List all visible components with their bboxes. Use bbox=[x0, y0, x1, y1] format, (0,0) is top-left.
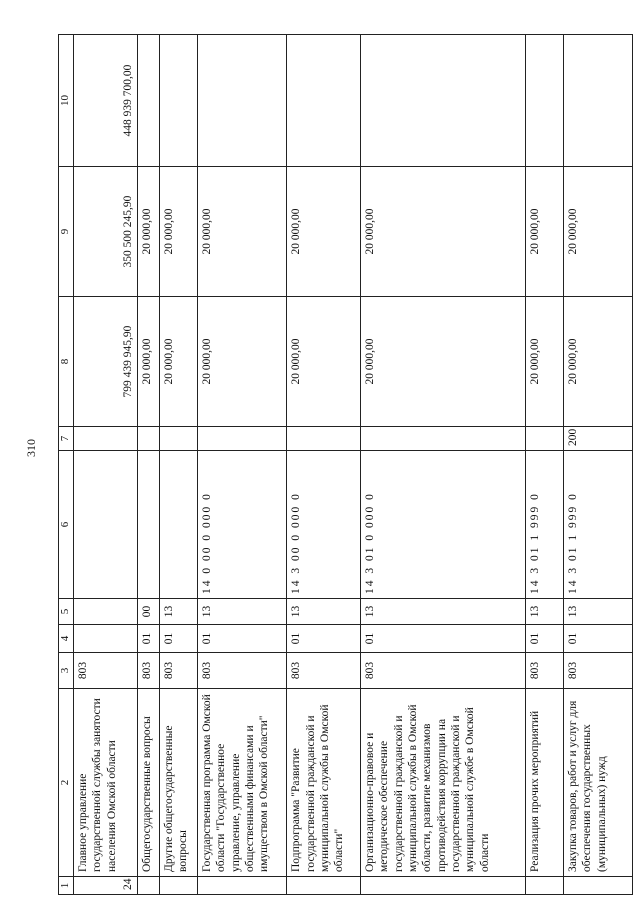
column-header: 10 bbox=[59, 35, 74, 167]
page-number: 310 bbox=[24, 439, 38, 457]
budget-table bbox=[58, 34, 633, 895]
row-number bbox=[160, 877, 198, 895]
amount-col8: 20 000,00 bbox=[360, 297, 525, 427]
table-row bbox=[360, 35, 525, 895]
target-article-code bbox=[160, 451, 198, 599]
column-header: 4 bbox=[59, 625, 74, 653]
expense-type-code bbox=[360, 427, 525, 451]
target-article-code: 14 3 00 0 000 0 bbox=[287, 451, 361, 599]
amount-col9: 20 000,00 bbox=[160, 167, 198, 297]
expense-type-code: 200 bbox=[563, 427, 632, 451]
amount-col10 bbox=[160, 35, 198, 167]
section-code: 01 bbox=[197, 625, 286, 653]
expense-type-code bbox=[160, 427, 198, 451]
section-code: 01 bbox=[287, 625, 361, 653]
row-name: Государственная программа Омской области "Государственное управление, управление общественными финансами и имуществом в Омской области" bbox=[197, 689, 286, 877]
row-number bbox=[360, 877, 525, 895]
target-article-code: 14 0 00 0 000 0 bbox=[197, 451, 286, 599]
row-name: Другие общегосударственные вопросы bbox=[160, 689, 198, 877]
row-name: Главное управление государственной службы занятости населения Омской области bbox=[73, 689, 138, 877]
admin-code: 803 bbox=[563, 653, 632, 689]
admin-code: 803 bbox=[197, 653, 286, 689]
subsection-code: 13 bbox=[160, 599, 198, 625]
column-header: 6 bbox=[59, 451, 74, 599]
column-header: 3 bbox=[59, 653, 74, 689]
row-name: Подпрограмма "Развитие государственной гражданской и муниципальной службы в Омской области" bbox=[287, 689, 361, 877]
subsection-code: 13 bbox=[287, 599, 361, 625]
subsection-code bbox=[73, 599, 138, 625]
amount-col8: 20 000,00 bbox=[197, 297, 286, 427]
row-number: 24 bbox=[73, 877, 138, 895]
amount-col8: 20 000,00 bbox=[160, 297, 198, 427]
subsection-code: 13 bbox=[525, 599, 563, 625]
amount-col10 bbox=[197, 35, 286, 167]
amount-col10 bbox=[138, 35, 160, 167]
row-number bbox=[197, 877, 286, 895]
amount-col9: 20 000,00 bbox=[360, 167, 525, 297]
amount-col8: 20 000,00 bbox=[563, 297, 632, 427]
amount-col9: 20 000,00 bbox=[138, 167, 160, 297]
section-code: 01 bbox=[160, 625, 198, 653]
amount-col8: 20 000,00 bbox=[287, 297, 361, 427]
admin-code: 803 bbox=[160, 653, 198, 689]
row-name: Организационно-правовое и методическое обеспечение государственной гражданской и муниципальной службы в Омской области, развитие механизмов противодействия коррупции на государственной гражданской и муниципальной службе в Омской области bbox=[360, 689, 525, 877]
section-code: 01 bbox=[525, 625, 563, 653]
expense-type-code bbox=[197, 427, 286, 451]
row-name: Закупка товаров, работ и услуг для обеспечения государственных (муниципальных) нужд bbox=[563, 689, 632, 877]
subsection-code: 13 bbox=[360, 599, 525, 625]
column-header: 7 bbox=[59, 427, 74, 451]
table-row bbox=[197, 35, 286, 895]
column-header: 2 bbox=[59, 689, 74, 877]
row-number bbox=[287, 877, 361, 895]
row-number bbox=[138, 877, 160, 895]
table-row bbox=[73, 35, 138, 895]
row-number bbox=[563, 877, 632, 895]
amount-col9: 350 500 245,90 bbox=[73, 167, 138, 297]
amount-col10 bbox=[525, 35, 563, 167]
column-header: 1 bbox=[59, 877, 74, 895]
subsection-code: 00 bbox=[138, 599, 160, 625]
admin-code: 803 bbox=[360, 653, 525, 689]
table-row bbox=[525, 35, 563, 895]
table-row bbox=[160, 35, 198, 895]
row-name: Реализация прочих мероприятий bbox=[525, 689, 563, 877]
amount-col10: 448 939 700,00 bbox=[73, 35, 138, 167]
column-header: 8 bbox=[59, 297, 74, 427]
section-code: 01 bbox=[138, 625, 160, 653]
amount-col9: 20 000,00 bbox=[197, 167, 286, 297]
amount-col9: 20 000,00 bbox=[287, 167, 361, 297]
target-article-code: 14 3 01 0 000 0 bbox=[360, 451, 525, 599]
section-code: 01 bbox=[360, 625, 525, 653]
table-row bbox=[138, 35, 160, 895]
target-article-code bbox=[73, 451, 138, 599]
target-article-code: 14 3 01 1 999 0 bbox=[525, 451, 563, 599]
column-header: 5 bbox=[59, 599, 74, 625]
amount-col8: 20 000,00 bbox=[138, 297, 160, 427]
row-name: Общегосударственные вопросы bbox=[138, 689, 160, 877]
admin-code: 803 bbox=[138, 653, 160, 689]
expense-type-code bbox=[525, 427, 563, 451]
expense-type-code bbox=[138, 427, 160, 451]
admin-code: 803 bbox=[525, 653, 563, 689]
amount-col10 bbox=[287, 35, 361, 167]
amount-col9: 20 000,00 bbox=[563, 167, 632, 297]
budget-table-container bbox=[58, 35, 633, 895]
admin-code: 803 bbox=[287, 653, 361, 689]
section-code: 01 bbox=[563, 625, 632, 653]
amount-col10 bbox=[563, 35, 632, 167]
table-row bbox=[563, 35, 632, 895]
column-number-row bbox=[59, 35, 74, 895]
subsection-code: 13 bbox=[563, 599, 632, 625]
admin-code: 803 bbox=[73, 653, 138, 689]
column-header: 9 bbox=[59, 167, 74, 297]
amount-col8: 20 000,00 bbox=[525, 297, 563, 427]
amount-col8: 799 439 945,90 bbox=[73, 297, 138, 427]
amount-col10 bbox=[360, 35, 525, 167]
row-number bbox=[525, 877, 563, 895]
expense-type-code bbox=[73, 427, 138, 451]
target-article-code bbox=[138, 451, 160, 599]
table-row bbox=[287, 35, 361, 895]
section-code bbox=[73, 625, 138, 653]
expense-type-code bbox=[287, 427, 361, 451]
subsection-code: 13 bbox=[197, 599, 286, 625]
amount-col9: 20 000,00 bbox=[525, 167, 563, 297]
target-article-code: 14 3 01 1 999 0 bbox=[563, 451, 632, 599]
